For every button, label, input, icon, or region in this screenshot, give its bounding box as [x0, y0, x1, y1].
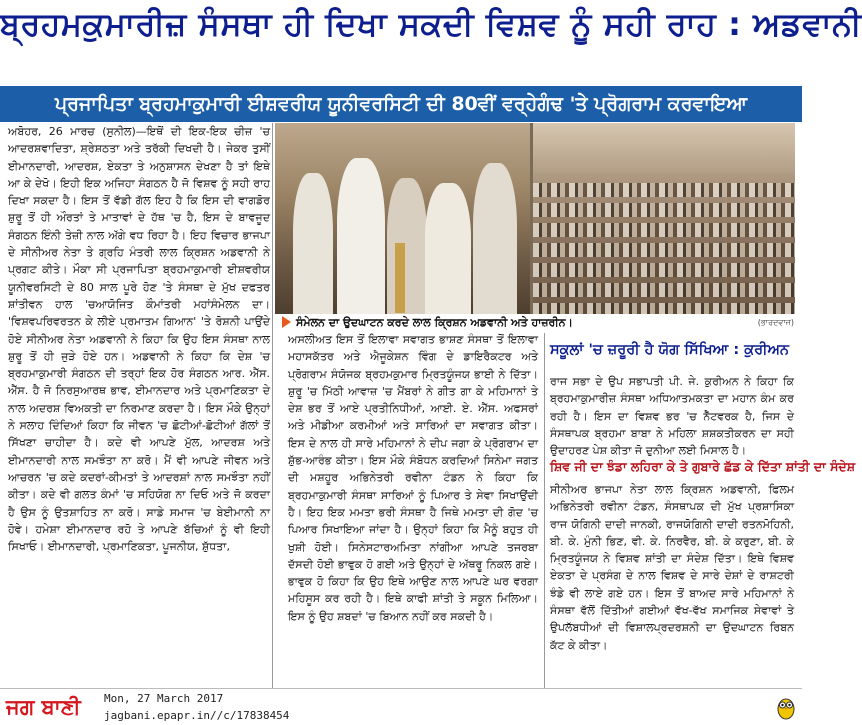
box2-title: ਸ਼ਿਵ ਜੀ ਦਾ ਝੰਡਾ ਲਹਿਰਾ ਕੇ ਤੇ ਗੁਬਾਰੇ ਛੱਡ ਕੇ ਦਿੱਤਾ ਸ਼ਾਂਤੀ ਦਾ ਸੰਦੇਸ਼ [550, 459, 856, 474]
footer-divider [0, 688, 802, 689]
photo-lamp-lighting [275, 123, 530, 320]
photo-audience [533, 123, 795, 320]
photo-credit: (ਭਾਰਦਵਾਜ) [757, 318, 794, 327]
source-url[interactable]: jagbani.epapr.in//c/17838454 [104, 709, 290, 722]
article-column-2: ਅਸਲੀਅਤ ਇਸ ਤੋਂ ਇਲਾਵਾ ਸਵਾਗਤ ਭਾਸ਼ਣ ਸੰਸਥਾ ਤੋਂ ਇਲਾਵਾ ਮਹਾਸਕੱਤਰ ਅਤੇ ਐਜੂਕੇਸ਼ਨ ਵਿੰਗ ਦੇ ਡਾਇਰੈਕਟਰ ਅਤੇ ਪ੍ਰੋਗਰਾਮ ਸੰਯੋਜਕ ਬ੍ਰਹਮਕੁਮਾਰ ਮ੍ਰਿਤਯੂੰਜਯ ਭਾਈ ਨੇ ਦਿੱਤਾ। ਸ਼ੁਰੂ 'ਚ ਮਿੱਠੀ ਆਵਾਜ਼ 'ਚ ਮੈਂਬਰਾਂ ਨੇ ਗੀਤ ਗਾ ਕੇ ਮਹਿਮਾਨਾਂ ਤੇ ਦੇਸ਼ ਭਰ ਤੋਂ ਆਏ ਪ੍ਰਤੀਨਿਧੀਆਂ, ਆਈ. ਏ. ਐੱਸ. ਅਫਸਰਾਂ ਅਤੇ ਮੀਡੀਆ ਕਰਮੀਆਂ ਅਤੇ ਸਾਰਿਆਂ ਦਾ ਸਵਾਗਤ ਕੀਤਾ। ਇਸ ਦੇ ਨਾਲ ਹੀ ਸਾਰੇ ਮਹਿਮਾਨਾਂ ਨੇ ਦੀਪ ਜਗਾ ਕੇ ਪ੍ਰੋਗਰਾਮ ਦਾ ਸ਼ੁੱਭ-ਆਰੰਭ ਕੀਤਾ। ਇਸ ਮੌਕੇ ਸੰਬੋਧਨ ਕਰਦਿਆਂ ਸਿਨੇਮਾ ਜਗਤ ਦੀ ਮਸ਼ਹੂਰ ਅਭਿਨੇਤਰੀ ਰਵੀਨਾ ਟੰਡਨ ਨੇ ਕਿਹਾ ਕਿ ਬ੍ਰਹਮਾਕੁਮਾਰੀ ਸੰਸਥਾ ਸਾਰਿਆਂ ਨੂੰ ਪਿਆਰ ਤੇ ਸੇਵਾ ਸਿਖਾਉਂਦੀ ਹੈ। ਇਹ ਇਕ ਮਮਤਾ ਭਰੀ ਸੰਸਥਾ ਹੈ ਜਿਥੇ ਮਮਤਾ ਦੀ ਗੋਦ 'ਚ ਪਿਆਰ ਸਿਖਾਇਆ ਜਾਂਦਾ ਹੈ। ਉਨ੍ਹਾਂ ਕਿਹਾ ਕਿ ਮੈਨੂੰ ਬਹੁਤ ਹੀ ਖੁਸ਼ੀ ਹੋਈ। ਸਿਨੇਸਟਾਰਅਮਿਤਾ ਨਾਂਗੀਆ ਆਪਣੇ ਤਜਰਬਾ ਦੱਸਦੀ ਹੋਈ ਭਾਵੁਕ ਹੋ ਗਈ ਅਤੇ ਉਨ੍ਹਾਂ ਦੇ ਅੱਥਰੂ ਨਿਕਲ ਗਏ। ਭਾਵੁਕ ਹੋ ਕਿਹਾ ਕਿ ਉਹ ਇਥੇ ਆਉਣ ਨਾਲ ਆਪਣੇ ਘਰ ਵਰਗਾ ਮਹਿਸੂਸ ਕਰ ਰਹੀ ਹੈ। ਇਥੇ ਕਾਫੀ ਸ਼ਾਂਤੀ ਤੇ ਸਕੂਨ ਮਿਲਿਆ। ਇਸ ਨੂੰ ਉਹ ਸ਼ਬਦਾਂ 'ਚ ਬਿਆਨ ਨਹੀਂ ਕਰ ਸਕਦੀ ਹੈ। [288, 333, 538, 623]
box1-body: ਰਾਜ ਸਭਾ ਦੇ ਉਪ ਸਭਾਪਤੀ ਪੀ. ਜੇ. ਕੁਰੀਅਨ ਨੇ ਕਿਹਾ ਕਿ ਬ੍ਰਹਮਾਕੁਮਾਰੀਜ਼ ਸੰਸਥਾ ਅਧਿਆਤਮਕਤਾ ਦਾ ਮਹਾਨ ਕੰਮ ਕਰ ਰਹੀ ਹੈ। ਇਸ ਦਾ ਵਿਸ਼ਵ ਭਰ 'ਚ ਨੈੱਟਵਰਕ ਹੈ, ਜਿਸ ਦੇ ਸੰਸਥਾਪਕ ਬ੍ਰਹਮਾ ਬਾਬਾ ਨੇ ਮਹਿਲਾ ਸ਼ਸ਼ਕਤੀਕਰਨ ਦਾ ਸਹੀ ਉਦਾਹਰਣ ਪੇਸ਼ ਕੀਤਾ ਜੋ ਦੁਨੀਆ ਲਈ ਮਿਸਾਲ ਹੈ। [550, 375, 794, 458]
box2-body: ਸੀਨੀਅਰ ਭਾਜਪਾ ਨੇਤਾ ਲਾਲ ਕ੍ਰਿਸ਼ਨ ਅਡਵਾਨੀ, ਫਿਲਮ ਅਭਿਨੇਤਰੀ ਰਵੀਨਾ ਟੰਡਨ, ਸੰਸਥਾਪਕ ਦੀ ਮੁੱਖ ਪ੍ਰਸ਼ਾਸਿਕਾ ਰਾਜ ਯੋਗਿਨੀ ਦਾਦੀ ਜਾਨਕੀ, ਰਾਜਯੋਗਿਨੀ ਦਾਦੀ ਰਤਨਮੋਹਿਨੀ, ਬੀ. ਕੇ. ਮੁੰਨੀ ਭਿਣ, ਵੀ. ਕੇ. ਨਿਰਵੈਰ, ਬੀ. ਕੇ ਕਰੁਣਾ, ਬੀ. ਕੇ ਮ੍ਰਿਤਯੂੰਜਯ ਨੇ ਵਿਸ਼ਵ ਸ਼ਾਂਤੀ ਦਾ ਸੰਦੇਸ਼ ਦਿੱਤਾ। ਇਥੇ ਵਿਸ਼ਵ ਏਕਤਾ ਦੇ ਪ੍ਰਸੰਗ ਦੇ ਨਾਲ ਵਿਸ਼ਵ ਦੇ ਸਾਰੇ ਦੇਸ਼ਾਂ ਦੇ ਰਾਸ਼ਟਰੀ ਝੰਡੇ ਵੀ ਲਾਏ ਗਏ ਹਨ। ਇਸ ਤੋਂ ਬਾਅਦ ਸਾਰੇ ਮਹਿਮਾਨਾਂ ਨੇ ਸੰਸਥਾ ਵੱਲੋਂ ਦਿੱਤੀਆਂ ਗਈਆਂ ਵੱਖ-ਵੱਖ ਸਮਾਜਿਕ ਸੇਵਾਵਾਂ ਤੇ ਉਪਲੱਬਧੀਆਂ ਦੀ ਵਿਸ਼ਾਲਪ੍ਰਦਰਸ਼ਨੀ ਦਾ ਉਦਘਾਟਨ ਰਿਬਨ ਕੱਟ ਕੇ ਕੀਤਾ। [550, 483, 794, 652]
article-column-1: ਅਬੋਹਰ, 26 ਮਾਰਚ (ਸੁਨੀਲ)—ਇਥੋਂ ਦੀ ਇਕ-ਇਕ ਚੀਜ਼ 'ਚ ਆਦਰਸ਼ਵਾਦਿਤਾ, ਸ਼੍ਰੇਸ਼ਠਤਾ ਅਤੇ ਤਰੱਕੀ ਦਿਖਦੀ ਹੈ। ਜੇਕਰ ਤੁਸੀਂ ਈਮਾਨਦਾਰੀ, ਆਦਰਸ਼, ਏਕਤਾ ਤੇ ਅਨੁਸ਼ਾਸਨ ਦੇਖਣਾ ਹੈ ਤਾਂ ਇਥੇ ਆ ਕੇ ਦੇਖੋ। ਇਹੀ ਇਕ ਅਜਿਹਾ ਸੰਗਠਨ ਹੈ ਜੋ ਵਿਸ਼ਵ ਨੂੰ ਸਹੀ ਰਾਹ ਦਿਖਾ ਸਕਦਾ ਹੈ। ਇਸ ਤੋਂ ਵੱਡੀ ਗੱਲ ਇਹ ਹੈ ਕਿ ਇਸ ਦੀ ਵਾਗਡੋਰ ਸ਼ੁਰੂ ਤੋਂ ਹੀ ਔਰਤਾਂ ਤੇ ਮਾਤਾਵਾਂ ਦੇ ਹੱਥ 'ਚ ਹੈ, ਇਸ ਦੇ ਬਾਵਜੂਦ ਸੰਗਠਨ ਇੰਨੀ ਤੇਜ਼ੀ ਨਾਲ ਅੱਗੇ ਵਧ ਰਿਹਾ ਹੈ। ਇਹ ਵਿਚਾਰ ਭਾਜਪਾ ਦੇ ਸੀਨੀਅਰ ਨੇਤਾ ਤੇ ਗ੍ਰਹਿ ਮੰਤਰੀ ਲਾਲ ਕ੍ਰਿਸ਼ਨ ਅਡਵਾਨੀ ਨੇ ਪ੍ਰਗਟ ਕੀਤੇ। ਮੌਕਾ ਸੀ ਪ੍ਰਜਾਪਿਤਾ ਬ੍ਰਹਮਾਕੁਮਾਰੀ ਈਸ਼ਵਰੀਯ ਯੂਨੀਵਰਸਿਟੀ ਦੇ 80 ਸਾਲ ਪੂਰੇ ਹੋਣ 'ਤੇ ਸੰਸਥਾ ਦੇ ਮੁੱਖ ਦਫਤਰ ਸ਼ਾਂਤੀਵਨ ਹਾਲ 'ਚਆਯੋਜਿਤ ਕੌਮਾਂਤਰੀ ਮਹਾਂਸੰਮੇਲਨ ਦਾ। 'ਵਿਸ਼ਵਪਰਿਵਰਤਨ ਕੇ ਲੀਏ ਪ੍ਰਮਾਤਮ ਗਿਆਨ' 'ਤੇ ਰੋਸ਼ਨੀ ਪਾਉਂਦੇ ਹੋਏ ਸੀਨੀਅਰ ਨੇਤਾ ਅਡਵਾਨੀ ਨੇ ਕਿਹਾ ਕਿ ਉਹ ਇਸ ਸੰਸਥਾ ਨਾਲ ਸ਼ੁਰੂ ਤੋਂ ਹੀ ਜੁੜੇ ਹੋਏ ਹਨ। ਅਡਵਾਨੀ ਨੇ ਕਿਹਾ ਕਿ ਦੇਸ਼ 'ਚ ਬ੍ਰਹਮਾਕੁਮਾਰੀ ਸੰਗਠਨ ਦੀ ਤਰ੍ਹਾਂ ਇਕ ਹੋਰ ਸੰਗਠਨ ਆਰ. ਐੱਸ. ਐੱਸ. ਹੈ ਜੋ ਨਿਰਸੁਆਰਥ ਭਾਵ, ਈਮਾਨਦਾਰ ਅਤੇ ਪ੍ਰਮਾਣਿਕਤਾ ਦੇ ਨਾਲ ਅਦਰਸ਼ ਵਿਅਕਤੀ ਦਾ ਨਿਰਮਾਣ ਕਰਦਾ ਹੈ। ਇਸ ਮੌਕੇ ਉਨ੍ਹਾਂ ਨੇ ਸਲਾਹ ਦਿੰਦਿਆਂ ਕਿਹਾ ਕਿ ਜੀਵਨ 'ਚ ਛੋਟੀਆਂ-ਛੋਟੀਆਂ ਗੱਲਾਂ ਤੋਂ ਸਿੱਖਣਾ ਚਾਹੀਦਾ ਹੈ। ਕਦੇ ਵੀ ਆਪਣੇ ਮੁੱਲ, ਆਦਰਸ਼ ਅਤੇ ਈਮਾਨਦਾਰੀ ਨਾਲ ਸਮਝੌਤਾ ਨਾ ਕਰੋ। ਮੈਂ ਵੀ ਆਪਣੇ ਜੀਵਨ ਅਤੇ ਆਚਰਨ 'ਚ ਕਦੇ ਕਦਰਾਂ-ਕੀਮਤਾਂ ਤੇ ਆਦਰਸ਼ਾਂ ਨਾਲ ਸਮਝੌਤਾ ਨਹੀਂ ਕੀਤਾ। ਕਦੇ ਵੀ ਗਲਤ ਕੰਮਾਂ 'ਚ ਸਹਿਯੋਗ ਨਾ ਦਿਓ ਅਤੇ ਜੋ ਕਰਦਾ ਹੈ ਉਸ ਨੂੰ ਉਤਸ਼ਾਹਿਤ ਨਾ ਕਰੋ। ਸਾਡੇ ਸਮਾਜ 'ਚ ਬੇਈਮਾਨੀ ਨਾ ਹੋਵੇ। ਹਮੇਸ਼ਾ ਈਮਾਨਦਾਰ ਰਹੋ ਤੇ ਆਪਣੇ ਬੱਚਿਆਂ ਨੂੰ ਵੀ ਇਹੀ ਸਿਖਾਓ। ਈਮਾਨਦਾਰੀ, ਪ੍ਰਮਾਣਿਕਤਾ, ਪੂਜਨੀਯ, ਸ਼ੁੱਧਤਾ, [8, 125, 270, 554]
photo-caption: ਸੰਮੇਲਨ ਦਾ ਉਦਘਾਟਨ ਕਰਦੇ ਲਾਲ ਕ੍ਰਿਸ਼ਨ ਅਡਵਾਨੀ ਅਤੇ ਹਾਜ਼ਰੀਨ। [296, 316, 573, 329]
column-divider [544, 333, 545, 688]
owl-icon [776, 694, 796, 720]
footer-meta [104, 690, 344, 724]
subheadline: ਪ੍ਰਜਾਪਿਤਾ ਬ੍ਰਹਮਾਕੁਮਾਰੀ ਈਸ਼ਵਰੀਯ ਯੂਨੀਵਰਸਿਟੀ ਦੀ 80ਵੀਂ ਵਰ੍ਹੇਗੰਢ 'ਤੇ ਪ੍ਰੋਗਰਾਮ ਕਰਵਾਇਆ [54, 93, 748, 115]
column-divider [272, 123, 273, 688]
headline: ਬ੍ਰਹਮਕੁਮਾਰੀਜ਼ ਸੰਸਥਾ ਹੀ ਦਿਖਾ ਸਕਦੀ ਵਿਸ਼ਵ ਨੂੰ ਸਹੀ ਰਾਹ : ਅਡਵਾਨੀ [0, 5, 862, 43]
jagbani-logo: ਜਗ ਬਾਣੀ [6, 695, 81, 719]
arrow-right-icon [282, 316, 291, 328]
edition-date: Mon, 27 March 2017 [104, 692, 224, 705]
box1-title: ਸਕੂਲਾਂ 'ਚ ਜ਼ਰੂਰੀ ਹੈ ਯੋਗ ਸਿੱਖਿਆ : ਕੁਰੀਅਨ [550, 342, 789, 358]
news-photo [275, 123, 795, 320]
